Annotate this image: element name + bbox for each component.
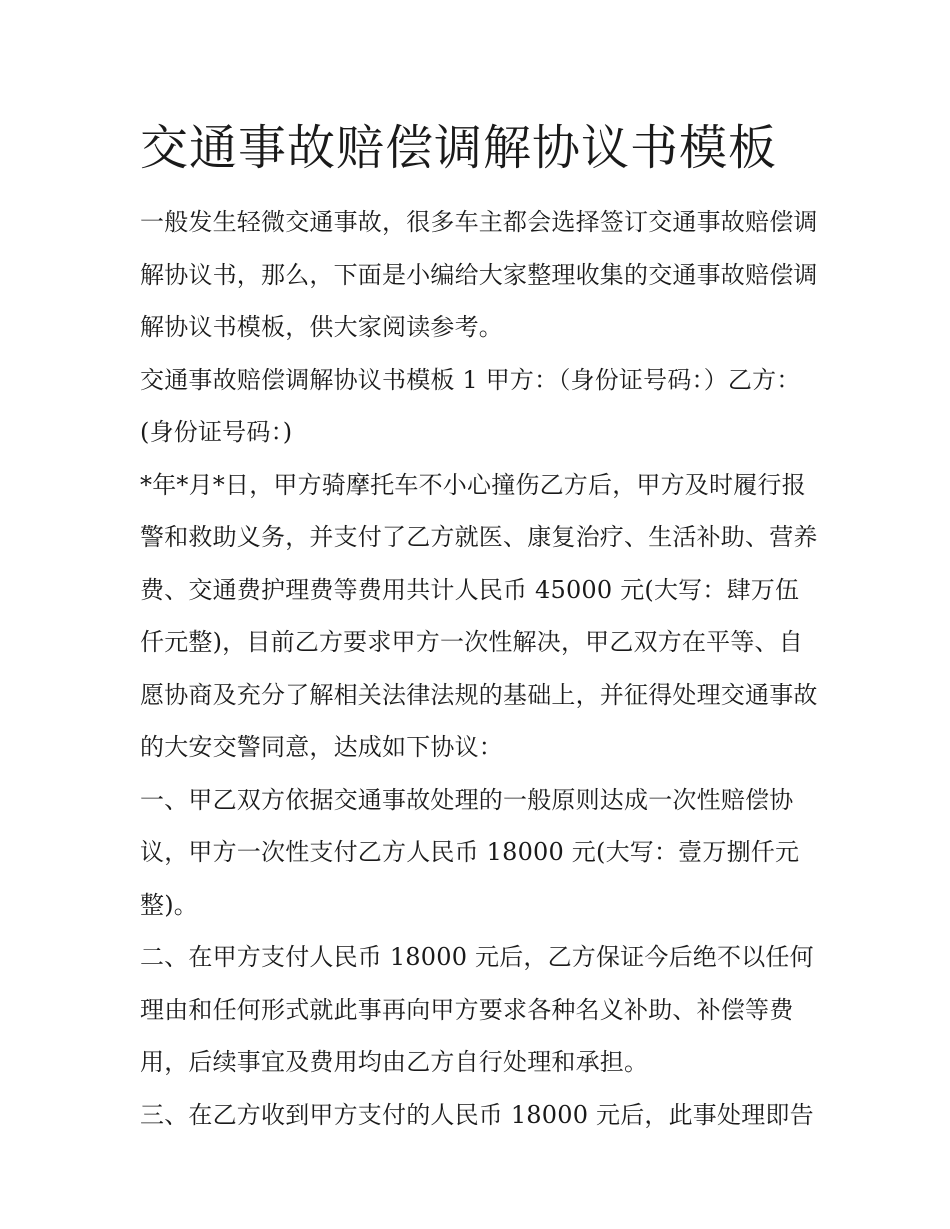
paragraph-clause-2: 二、在甲方支付人民币 18000 元后，乙方保证今后绝不以任何理由和任何形式就此事再向甲方要求各种名义补助、补偿等费用，后续事宜及费用均由乙方自行处理和承担。 xyxy=(140,943,814,1076)
paragraph-intro: 一般发生轻微交通事故，很多车主都会选择签订交通事故赔偿调解协议书，那么，下面是小编给大家整理收集的交通事故赔偿调解协议书模板，供大家阅读参考。 xyxy=(140,208,818,341)
paragraph-incident: *年*月*日，甲方骑摩托车不小心撞伤乙方后，甲方及时履行报警和救助义务，并支付了乙方就医、康复治疗、生活补助、营养费、交通费护理费等费用共计人民币 45000 元(大写：肆万伍仟元整)，目前乙方要求甲方一次性解决，甲乙双方在平等、自愿协商及充分了解相关法律法规的基础上，并征得处理交通事故的大安交警同意，达成如下协议： xyxy=(140,470,818,761)
paragraph-clause-1: 一、甲乙双方依据交通事故处理的一般原则达成一次性赔偿协议，甲方一次性支付乙方人民币 18000 元(大写：壹万捌仟元整)。 xyxy=(140,785,800,919)
paragraph-parties: 交通事故赔偿调解协议书模板 1 甲方：（身份证号码：）乙方：(身份证号码：) xyxy=(140,365,801,446)
document-title: 交通事故赔偿调解协议书模板 xyxy=(140,120,778,176)
paragraph-clause-3: 三、在乙方收到甲方支付的人民币 18000 元后，此事处理即告 xyxy=(140,1100,814,1129)
document-page xyxy=(140,112,820,1141)
